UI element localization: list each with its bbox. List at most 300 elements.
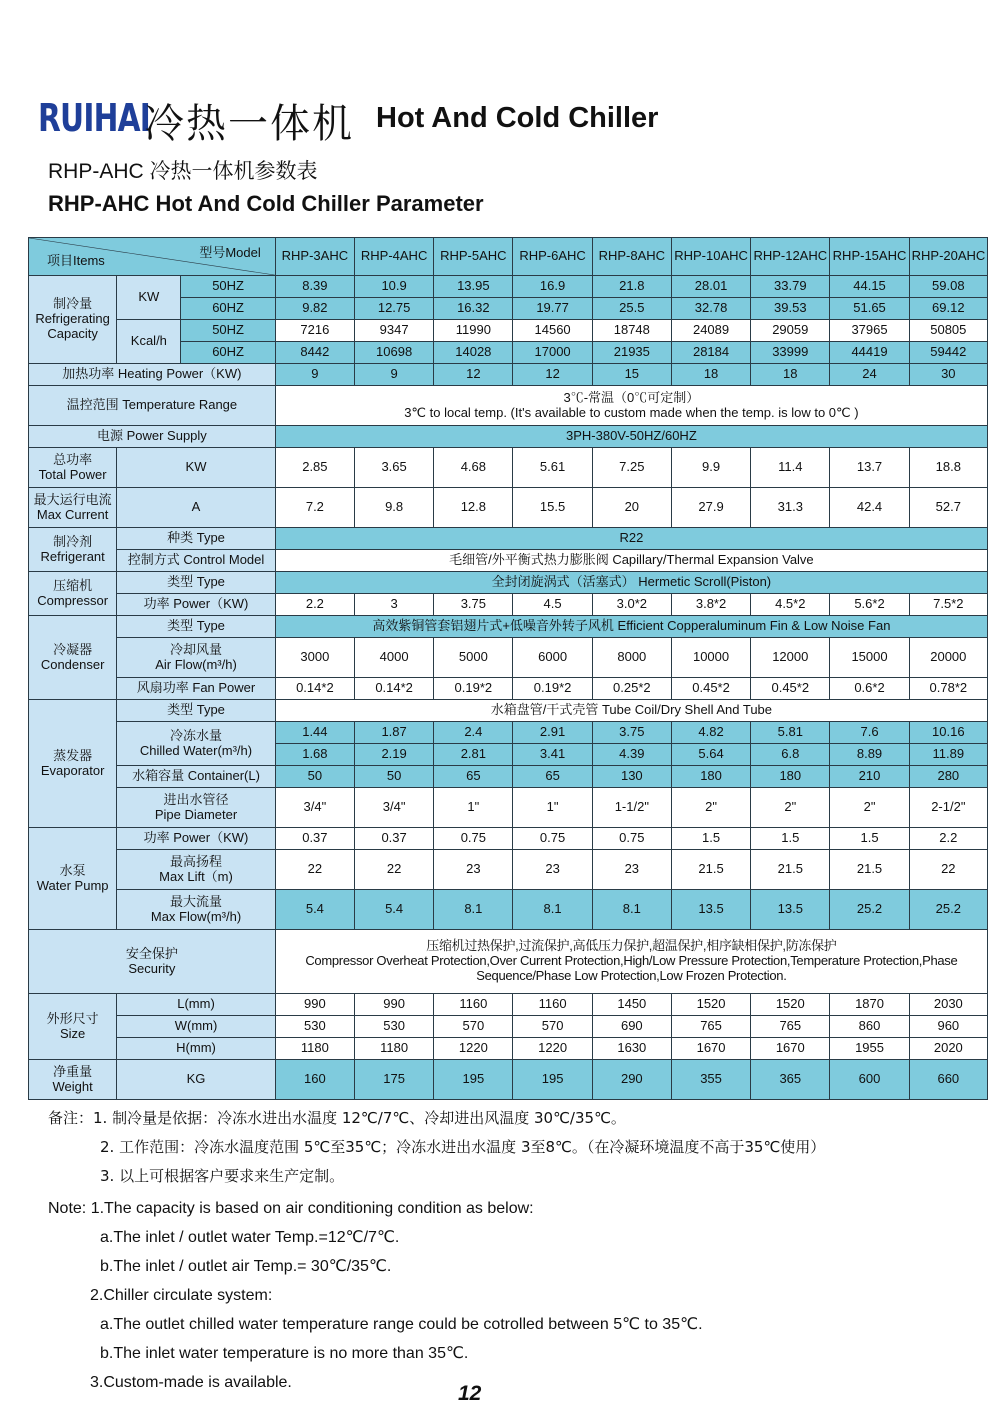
value-cell: 18 <box>751 364 830 386</box>
note-en-4: 2.Chiller circulate system: <box>90 1287 273 1304</box>
value-cell: 23 <box>513 850 592 890</box>
value-cell: 1.5 <box>751 828 830 850</box>
value-cell: 9 <box>355 364 434 386</box>
value-cell: 130 <box>592 766 671 788</box>
value-cell: 23 <box>434 850 513 890</box>
value-cell: 7.5*2 <box>909 594 987 616</box>
value-cell: 175 <box>355 1060 434 1100</box>
model-header-cell: RHP-6AHC <box>513 238 592 276</box>
total-power-label-cn: 总功率 <box>53 451 93 467</box>
value-cell: 290 <box>592 1060 671 1100</box>
size-label-cn: 外形尺寸 <box>46 1010 99 1026</box>
row-size-l <box>29 994 988 1016</box>
total-power-label <box>29 448 117 488</box>
value-cell: 3000 <box>275 638 354 678</box>
value-cell: 27.9 <box>671 488 750 528</box>
value-cell: 1160 <box>434 994 513 1016</box>
value-cell: 2030 <box>909 994 987 1016</box>
value-cell: 7.2 <box>275 488 354 528</box>
pipe-diameter-label-en: Pipe Diameter <box>154 806 238 822</box>
value-cell: 50 <box>275 766 354 788</box>
value-cell: 5.81 <box>751 722 830 744</box>
max-flow-label-en: Max Flow(m³/h) <box>150 908 242 924</box>
value-cell: 12.8 <box>434 488 513 528</box>
value-cell: 8442 <box>275 342 354 364</box>
value-cell: 22 <box>909 850 987 890</box>
note-en-3: b.The inlet / outlet air Temp.= 30℃/35℃. <box>100 1258 392 1275</box>
evaporator-label-en: Evaporator <box>40 762 105 778</box>
temp-range-value <box>275 386 987 426</box>
power-supply-label: 电源 Power Supply <box>29 426 276 448</box>
row-pipe-diameter <box>29 788 988 828</box>
container-label: 水箱容量 Container(L) <box>117 766 276 788</box>
value-cell: 6.8 <box>751 744 830 766</box>
value-cell: 990 <box>355 994 434 1016</box>
refrigerant-type-label: 种类 Type <box>117 528 276 550</box>
value-cell: 12.75 <box>355 298 434 320</box>
value-cell: 765 <box>671 1016 750 1038</box>
model-header-cell: RHP-5AHC <box>434 238 513 276</box>
compressor-label <box>29 572 117 616</box>
value-cell: 11.89 <box>909 744 987 766</box>
condenser-label <box>29 616 117 700</box>
value-cell: 1" <box>513 788 592 828</box>
value-cell: 1220 <box>434 1038 513 1060</box>
value-cell: 2" <box>830 788 909 828</box>
value-cell: 14028 <box>434 342 513 364</box>
condenser-type-value: 高效紫铜管套铝翅片式+低噪音外转子风机 Efficient Copperaluminum Fin & Low Noise Fan <box>275 616 987 638</box>
value-cell: 8.1 <box>592 890 671 930</box>
value-cell: 9.9 <box>671 448 750 488</box>
value-cell: 18.8 <box>909 448 987 488</box>
value-cell: 15 <box>592 364 671 386</box>
value-cell: 5.64 <box>671 744 750 766</box>
value-cell: 44419 <box>830 342 909 364</box>
hz-50: 50HZ <box>181 276 275 298</box>
title-english: Hot And Cold Chiller <box>376 102 659 134</box>
refrigerating-capacity-label <box>29 276 117 364</box>
value-cell: 180 <box>671 766 750 788</box>
value-cell: 2.4 <box>434 722 513 744</box>
length-label: L(mm) <box>117 994 276 1016</box>
value-cell: 5000 <box>434 638 513 678</box>
value-cell: 13.7 <box>830 448 909 488</box>
max-flow-label <box>117 890 276 930</box>
row-size-h <box>29 1038 988 1060</box>
airflow-label <box>117 638 276 678</box>
value-cell: 3.75 <box>592 722 671 744</box>
row-weight <box>29 1060 988 1100</box>
value-cell: 52.7 <box>909 488 987 528</box>
compressor-label-en: Compressor <box>37 592 109 608</box>
notes-chinese <box>48 1104 825 1191</box>
value-cell: 530 <box>275 1016 354 1038</box>
value-cell: 1955 <box>830 1038 909 1060</box>
weight-label-en: Weight <box>52 1078 93 1094</box>
value-cell: 59.08 <box>909 276 987 298</box>
total-power-unit: KW <box>117 448 276 488</box>
value-cell: 4000 <box>355 638 434 678</box>
width-label: W(mm) <box>117 1016 276 1038</box>
value-cell: 12 <box>513 364 592 386</box>
model-header-cell: RHP-10AHC <box>671 238 750 276</box>
max-flow-label-cn: 最大流量 <box>170 893 223 909</box>
value-cell: 69.12 <box>909 298 987 320</box>
value-cell: 0.37 <box>355 828 434 850</box>
row-total-power <box>29 448 988 488</box>
row-max-current <box>29 488 988 528</box>
value-cell: 8.39 <box>275 276 354 298</box>
value-cell: 10.16 <box>909 722 987 744</box>
value-cell: 0.45*2 <box>671 678 750 700</box>
value-cell: 195 <box>434 1060 513 1100</box>
value-cell: 2.19 <box>355 744 434 766</box>
value-cell: 2.91 <box>513 722 592 744</box>
condenser-label-en: Condenser <box>40 656 105 672</box>
model-header-cell: RHP-20AHC <box>909 238 987 276</box>
value-cell: 1670 <box>751 1038 830 1060</box>
value-cell: 160 <box>275 1060 354 1100</box>
row-security <box>29 930 988 994</box>
value-cell: 1180 <box>275 1038 354 1060</box>
value-cell: 1520 <box>751 994 830 1016</box>
value-cell: 1450 <box>592 994 671 1016</box>
refrigerating-label-en: Refrigerating Capacity <box>35 311 110 341</box>
height-label: H(mm) <box>117 1038 276 1060</box>
value-cell: 8000 <box>592 638 671 678</box>
chilled-water-label-cn: 冷冻水量 <box>170 727 223 743</box>
value-cell: 24089 <box>671 320 750 342</box>
value-cell: 2" <box>671 788 750 828</box>
temp-range-line1: 3℃-常温（0℃可定制） <box>563 389 700 405</box>
airflow-label-cn: 冷却风量 <box>170 641 223 657</box>
value-cell: 4.5 <box>513 594 592 616</box>
value-cell: 7.6 <box>830 722 909 744</box>
value-cell: 20 <box>592 488 671 528</box>
refrigerant-type-value: R22 <box>275 528 987 550</box>
value-cell: 0.6*2 <box>830 678 909 700</box>
model-header-cell: RHP-15AHC <box>830 238 909 276</box>
value-cell: 1.44 <box>275 722 354 744</box>
value-cell: 765 <box>751 1016 830 1038</box>
row-refrigerant-control <box>29 550 988 572</box>
value-cell: 690 <box>592 1016 671 1038</box>
value-cell: 2" <box>751 788 830 828</box>
value-cell: 5.61 <box>513 448 592 488</box>
value-cell: 25.5 <box>592 298 671 320</box>
value-cell: 1520 <box>671 994 750 1016</box>
note-en-2: a.The inlet / outlet water Temp.=12℃/7℃. <box>100 1229 400 1246</box>
value-cell: 21935 <box>592 342 671 364</box>
evaporator-label <box>29 700 117 828</box>
hz-60: 60HZ <box>181 298 275 320</box>
chilled-water-label <box>117 722 276 766</box>
value-cell: 33.79 <box>751 276 830 298</box>
security-value <box>275 930 987 994</box>
value-cell: 660 <box>909 1060 987 1100</box>
size-label-en: Size <box>59 1025 86 1041</box>
hz-60: 60HZ <box>181 342 275 364</box>
value-cell: 5.4 <box>355 890 434 930</box>
row-power-supply <box>29 426 988 448</box>
value-cell: 12000 <box>751 638 830 678</box>
weight-unit: KG <box>117 1060 276 1100</box>
value-cell: 17000 <box>513 342 592 364</box>
value-cell: 570 <box>434 1016 513 1038</box>
value-cell: 21.8 <box>592 276 671 298</box>
value-cell: 1180 <box>355 1038 434 1060</box>
value-cell: 39.53 <box>751 298 830 320</box>
row-refrigerant-type <box>29 528 988 550</box>
value-cell: 600 <box>830 1060 909 1100</box>
notes-english <box>48 1194 703 1397</box>
value-cell: 0.19*2 <box>513 678 592 700</box>
row-compressor-type <box>29 572 988 594</box>
value-cell: 32.78 <box>671 298 750 320</box>
value-cell: 1.87 <box>355 722 434 744</box>
size-label <box>29 994 117 1060</box>
evaporator-type-value: 水箱盘管/干式壳管 Tube Coil/Dry Shell And Tube <box>275 700 987 722</box>
value-cell: 11.4 <box>751 448 830 488</box>
value-cell: 3.75 <box>434 594 513 616</box>
weight-label <box>29 1060 117 1100</box>
value-cell: 2.85 <box>275 448 354 488</box>
value-cell: 4.82 <box>671 722 750 744</box>
max-current-label-cn: 最大运行电流 <box>33 491 112 507</box>
value-cell: 0.75 <box>434 828 513 850</box>
value-cell: 13.5 <box>751 890 830 930</box>
value-cell: 4.5*2 <box>751 594 830 616</box>
value-cell: 5.6*2 <box>830 594 909 616</box>
value-cell: 3/4" <box>275 788 354 828</box>
value-cell: 9 <box>275 364 354 386</box>
pump-power-label: 功率 Power（KW) <box>117 828 276 850</box>
value-cell: 960 <box>909 1016 987 1038</box>
value-cell: 1630 <box>592 1038 671 1060</box>
row-pump-lift <box>29 850 988 890</box>
max-current-label-en: Max Current <box>36 506 109 522</box>
unit-kw: KW <box>117 276 181 320</box>
value-cell: 195 <box>513 1060 592 1100</box>
value-cell: 25.2 <box>830 890 909 930</box>
value-cell: 50 <box>355 766 434 788</box>
security-label-en: Security <box>128 960 176 976</box>
value-cell: 33999 <box>751 342 830 364</box>
value-cell: 65 <box>434 766 513 788</box>
value-cell: 24 <box>830 364 909 386</box>
value-cell: 0.75 <box>513 828 592 850</box>
value-cell: 0.75 <box>592 828 671 850</box>
water-pump-label-cn: 水泵 <box>59 862 86 878</box>
security-label-cn: 安全保护 <box>125 945 178 961</box>
value-cell: 31.3 <box>751 488 830 528</box>
value-cell: 50805 <box>909 320 987 342</box>
value-cell: 28184 <box>671 342 750 364</box>
refrigerant-control-value: 毛细管/外平衡式热力膨胀阀 Capillary/Thermal Expansion Valve <box>275 550 987 572</box>
temp-range-line2: 3℃ to local temp. (It's available to custom made when the temp. is low to 0℃ ) <box>404 404 859 420</box>
value-cell: 23 <box>592 850 671 890</box>
security-line1: 压缩机过热保护,过流保护,高低压力保护,超温保护,相序缺相保护,防冻保护 <box>426 938 837 954</box>
value-cell: 990 <box>275 994 354 1016</box>
value-cell: 860 <box>830 1016 909 1038</box>
value-cell: 8.1 <box>434 890 513 930</box>
value-cell: 12 <box>434 364 513 386</box>
refrigerating-label-cn: 制冷量 <box>53 296 93 312</box>
row-chilled-50 <box>29 722 988 744</box>
total-power-label-en: Total Power <box>38 466 107 482</box>
row-kw-50hz <box>29 276 988 298</box>
value-cell: 0.45*2 <box>751 678 830 700</box>
value-cell: 4.68 <box>434 448 513 488</box>
value-cell: 18 <box>671 364 750 386</box>
value-cell: 59442 <box>909 342 987 364</box>
value-cell: 355 <box>671 1060 750 1100</box>
value-cell: 21.5 <box>830 850 909 890</box>
heating-power-label: 加热功率 Heating Power（KW) <box>29 364 276 386</box>
fan-power-label: 风扇功率 Fan Power <box>117 678 276 700</box>
value-cell: 15000 <box>830 638 909 678</box>
value-cell: 2-1/2" <box>909 788 987 828</box>
value-cell: 42.4 <box>830 488 909 528</box>
chilled-water-label-en: Chilled Water(m³/h) <box>139 742 253 758</box>
value-cell: 0.25*2 <box>592 678 671 700</box>
value-cell: 30 <box>909 364 987 386</box>
row-compressor-power <box>29 594 988 616</box>
value-cell: 7216 <box>275 320 354 342</box>
page-number: 12 <box>458 1382 482 1405</box>
refrigerant-control-label: 控制方式 Control Model <box>117 550 276 572</box>
value-cell: 2.81 <box>434 744 513 766</box>
value-cell: 8.89 <box>830 744 909 766</box>
value-cell: 37965 <box>830 320 909 342</box>
value-cell: 1.68 <box>275 744 354 766</box>
note-cn-3: 3. 以上可根据客户要求来生产定制。 <box>100 1167 345 1185</box>
value-cell: 22 <box>275 850 354 890</box>
model-header-cell: RHP-4AHC <box>355 238 434 276</box>
condenser-type-label: 类型 Type <box>117 616 276 638</box>
value-cell: 13.95 <box>434 276 513 298</box>
pipe-diameter-label <box>117 788 276 828</box>
value-cell: 365 <box>751 1060 830 1100</box>
hz-50: 50HZ <box>181 320 275 342</box>
value-cell: 44.15 <box>830 276 909 298</box>
weight-label-cn: 净重量 <box>53 1063 93 1079</box>
value-cell: 9.8 <box>355 488 434 528</box>
value-cell: 14560 <box>513 320 592 342</box>
compressor-power-label: 功率 Power（KW) <box>117 594 276 616</box>
value-cell: 25.2 <box>909 890 987 930</box>
value-cell: 7.25 <box>592 448 671 488</box>
value-cell: 180 <box>751 766 830 788</box>
value-cell: 0.14*2 <box>275 678 354 700</box>
value-cell: 16.32 <box>434 298 513 320</box>
value-cell: 20000 <box>909 638 987 678</box>
security-line2: Compressor Overheat Protection,Over Current Protection,High/Low Pressure Protection,Temperature Protection,Phase <box>305 953 958 969</box>
compressor-type-value: 全封闭旋涡式（活塞式） Hermetic Scroll(Piston) <box>275 572 987 594</box>
page-header <box>38 92 978 152</box>
power-supply-value: 3PH-380V-50HZ/60HZ <box>275 426 987 448</box>
value-cell: 1-1/2" <box>592 788 671 828</box>
note-en-6: b.The inlet water temperature is no more than 35℃. <box>100 1345 469 1362</box>
row-condenser-type <box>29 616 988 638</box>
value-cell: 19.77 <box>513 298 592 320</box>
value-cell: 22 <box>355 850 434 890</box>
value-cell: 65 <box>513 766 592 788</box>
value-cell: 10000 <box>671 638 750 678</box>
evaporator-label-cn: 蒸发器 <box>53 747 93 763</box>
security-label <box>29 930 276 994</box>
corner-items-label: 项目Items <box>47 253 105 269</box>
value-cell: 3 <box>355 594 434 616</box>
refrigerant-label <box>29 528 117 572</box>
value-cell: 280 <box>909 766 987 788</box>
value-cell: 13.5 <box>671 890 750 930</box>
row-temp-range <box>29 386 988 426</box>
subtitle-chinese: RHP-AHC 冷热一体机参数表 <box>48 160 318 183</box>
note-en-1: Note: 1.The capacity is based on air conditioning condition as below: <box>48 1200 534 1217</box>
note-cn-2: 2. 工作范围：冷冻水温度范围 5℃至35℃；冷冻水进出水温度 3至8℃。（在冷凝环境温度不高于35℃使用） <box>100 1138 826 1156</box>
value-cell: 3/4" <box>355 788 434 828</box>
value-cell: 1.5 <box>830 828 909 850</box>
value-cell: 15.5 <box>513 488 592 528</box>
corner-model-label: 型号Model <box>199 245 261 260</box>
value-cell: 21.5 <box>751 850 830 890</box>
value-cell: 1870 <box>830 994 909 1016</box>
value-cell: 10698 <box>355 342 434 364</box>
temp-range-label: 温控范围 Temperature Range <box>29 386 276 426</box>
row-condenser-airflow <box>29 638 988 678</box>
value-cell: 2020 <box>909 1038 987 1060</box>
evaporator-type-label: 类型 Type <box>117 700 276 722</box>
row-heating-power <box>29 364 988 386</box>
max-lift-label-cn: 最高扬程 <box>170 853 223 869</box>
brand-logo: RUIHAI <box>38 96 151 140</box>
value-cell: 6000 <box>513 638 592 678</box>
note-en-7: 3.Custom-made is available. <box>90 1374 292 1391</box>
value-cell: 18748 <box>592 320 671 342</box>
row-size-w <box>29 1016 988 1038</box>
unit-kcal: Kcal/h <box>117 320 181 364</box>
note-en-5: a.The outlet chilled water temperature range could be cotrolled between 5℃ to 35℃. <box>100 1316 703 1333</box>
max-lift-label-en: Max Lift（m) <box>159 868 233 884</box>
max-current-label <box>29 488 117 528</box>
value-cell: 0.78*2 <box>909 678 987 700</box>
value-cell: 5.4 <box>275 890 354 930</box>
header-corner <box>29 238 276 276</box>
value-cell: 3.65 <box>355 448 434 488</box>
value-cell: 9347 <box>355 320 434 342</box>
value-cell: 16.9 <box>513 276 592 298</box>
value-cell: 3.0*2 <box>592 594 671 616</box>
value-cell: 10.9 <box>355 276 434 298</box>
value-cell: 1" <box>434 788 513 828</box>
refrigerant-label-cn: 制冷剂 <box>53 533 93 549</box>
header-row <box>29 238 988 276</box>
airflow-label-en: Air Flow(m³/h) <box>155 656 237 672</box>
value-cell: 0.37 <box>275 828 354 850</box>
condenser-label-cn: 冷凝器 <box>53 641 93 657</box>
row-condenser-fan <box>29 678 988 700</box>
model-header-cell: RHP-3AHC <box>275 238 354 276</box>
value-cell: 4.39 <box>592 744 671 766</box>
parameter-table <box>28 237 988 1100</box>
value-cell: 8.1 <box>513 890 592 930</box>
water-pump-label-en: Water Pump <box>36 877 109 893</box>
value-cell: 570 <box>513 1016 592 1038</box>
value-cell: 1.5 <box>671 828 750 850</box>
row-pump-flow <box>29 890 988 930</box>
value-cell: 51.65 <box>830 298 909 320</box>
